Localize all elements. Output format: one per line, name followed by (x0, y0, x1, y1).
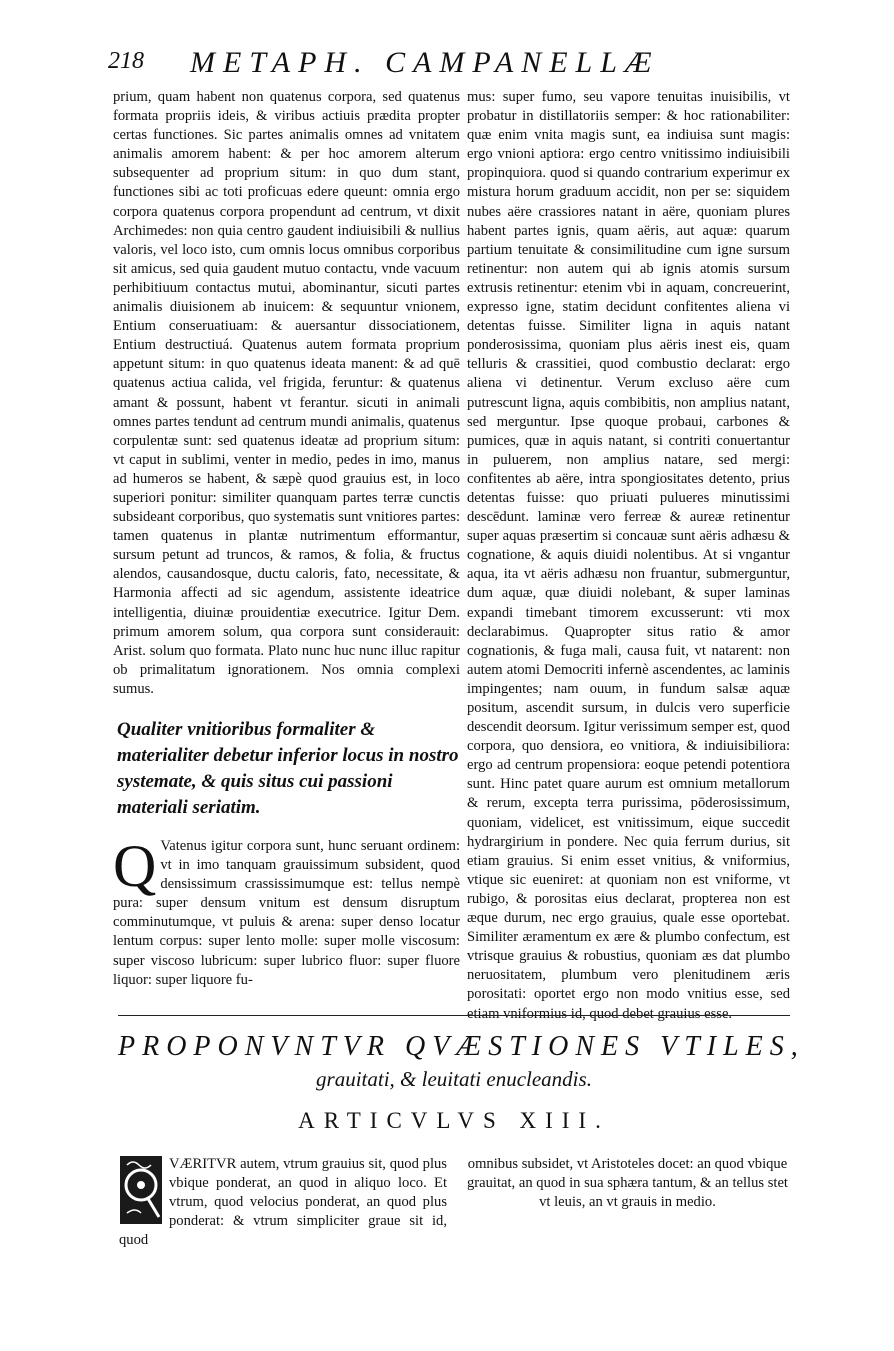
main-heading-subtitle: grauitati, & leuitati enucleandis. (316, 1067, 592, 1091)
page-number: 218 (108, 48, 144, 74)
left-column (113, 88, 460, 990)
left-paragraph-2-text: Vatenus igitur corpora sunt, hunc seruant ordinem: vt in imo tanquam grauissimum subsident, quod densissimum crassissimumque est: tellus nempè pura: super densum vnitum est densum disruptum comminutumque, vt puluis & arena: super denso locatur lentum corpus: super lento molle: super molle viscosum: super viscoso lubricum: super lubrico fluor: super fluore liquor: super liquore fu- (113, 838, 460, 988)
drop-cap-q: Q (113, 833, 157, 899)
ornamental-initial-q-icon (119, 1155, 163, 1225)
main-heading: PROPONVNTVR QVÆSTIONES VTILES, (118, 1031, 805, 1062)
article-title: ARTICVLVS XIII. (298, 1108, 610, 1133)
bottom-left-column (119, 1155, 447, 1250)
horizontal-rule (118, 1015, 790, 1016)
bottom-right-column (465, 1155, 790, 1212)
bottom-left-text: VÆRITVR autem, vtrum grauius sit, quod plus vbique ponderat, an quod in aliquo loco. Et vtrum, quod velocius ponderat, an quod plus ponderat: & vtrum simpliciter graue sit id, quod (119, 1156, 447, 1249)
section-subheading: Qualiter vnitioribus formaliter & materialiter debetur inferior locus in nostro systemate, & quis situs cui passioni materiali seriatim. (117, 719, 459, 818)
running-head: METAPH. CAMPANELLÆ (190, 46, 660, 79)
right-paragraph: mus: super fumo, seu vapore tenuitas inuisibilis, vt probatur in distillatoriis semper: & hoc rationabiliter: quæ enim vnita magis sunt, ea indiuisa sunt magis: ergo vnioni aptiora: ergo centro vnitissimo indiuisibili propinquiora. quod si quando contrarium experimur ex mistura horum graduum accidit, non per se: siquidem nubes aëre crassiores natant in aëre, quoniam plures habent partes ignis, quam aëris, aut aquæ: quarum partium tenuitate & consimilitudine cum igne sursum retinentur: non autem qui ab ignis atomis sursum extrusis retinentur: etenim vbi in aquam, concreuerint, expresso igne, statim decidunt confitentes aliena vi detentas fuisse. Similiter ligna in aquis natant ponderosissima, quoniam plus aëris inest eis, quam telluris & crassitiei, quod combustio declarat: ergo aliena vi detinentur. Verum excluso aëre cum putrescunt ligna, aquis combibitis, non amplius natant, sed merguntur. Ipse quoque probaui, carbones & pumices, quæ in aquis natant, si contriti conuertantur in puluerem, non amplius natare, sed mergi: confitentes ab aëre, intra spongiositates detento, prius detentas fuisse: quo priuati pulueres minutissimi descēdunt. laminæ vero ferreæ & aureæ retinentur super aquas præsertim si concauæ sunt aëris adhæsu & cognatione, & aquis diuidi nolentibus. At si vngantur aqua, ita vt aëris adhæsu non fruantur, submerguntur, dum aquæ, quæ diuidi nolebant, & super laminas expandi timebant timorem excusserunt: vti mox declarabimus. Quapropter situs ratio & amor cognationis, & fuga mali, causa fuit, vt natarent: non autem atomi Democriti infernè ascendentes, ac laminis impingentes; nam ouum, in fundum salsæ aquæ positum, ascendit sursum, in dulcis vero superficie descendit deorsum. Igitur verissimum semper est, quod corpora, quo densiora, eo vnitiora, & indiuisibiliora: ergo ad centrum propensiora: eoque petendi potentiora sunt. Hinc patet quare aurum est omnium metallorum & rerum, excepta terra purissima, pōderosissimum, quoniam, videlicet, est vnitissimum, eique succedit hydrargirium in pondere. Nec quia ferrum durius, sit etiam grauius. Si enim esset vnitius, & vniformius, vtique sic eueniret: at quoniam non est vniforme, vt rubigo, & porositas eius declarat, propterea non est æque durum, nec ergo grauius, quale esse oportebat. Similiter æramentum ex ære & plumbo confectum, est vtrisque grauius & robustius, quoniam æs dat plumbo neruositatem, plumbum vero plenitudinem æris porositati: oportet ergo non modo vnitius esse, sed etiam vniformius id, quod debet grauius esse. (467, 89, 790, 1022)
bottom-right-text: omnibus subsidet, vt Aristoteles docet: an quod vbique grauitat, an quod in sua sphæra tantum, & an tellus stet vt leuis, an vt grauis in medio. (466, 1156, 788, 1211)
right-column (467, 88, 790, 1024)
left-paragraph-2 (113, 833, 460, 990)
left-paragraph-1: prium, quam habent non quatenus corpora, sed quatenus formata propriis ideis, & viribus actiuis prædita propter certas functiones. Sic partes animalis omnes ad vnitatem animalis amorem habent: & per hoc amorem alterum subsequenter ad proprium situm: in quo dum stant, functiones sibi ac toti proficuas edere queunt: omnia ergo corpora quatenus corpora propendunt ad centrum, vt dixit Archimedes: non quia centro gaudent indiuisibili & nullius valoris, vel loco isto, cum omnis locus omnibus corporibus sit amicus, sed quia gaudent mutuo contactu, vnde vacuum perhibitiuum contactus mutui, abominantur, sicuti partes animalis diuisionem ab inuicem: & sequuntur vnionem, Entium conseruatiuam: & auersantur dissociationem, Entium destructiuá. Quatenus autem formata proprium appetunt situm: in quo quatenus ideata manent: & ad quē quatenus actiua calida, vel frigida, feruntur: & quatenus amant & possunt, habent vt ferantur. sicuti in animali omnes partes tendunt ad centrum mundi animalis, quatenus corpulentæ sunt: sed quatenus ideatæ ad proprium situm: vt caput in sublimi, venter in medio, pedes in imo, manus ad humeros se habent, & sæpè quod grauius est, in loco superiori ponitur: similiter quanquam partes terræ cunctis subsideant corporibus, quo systematis sunt vnitiores partes: tamen quatenus in plantæ nutrimentum efformantur, sursum petunt ad truncos, & ramos, & folia, & fructus alendos, causandosque, ductu caloris, fato, necessitate, & Harmonia affecti ad sic agendum, assistente ideatrice intelligentia, diuinæ prouidentiæ executrice. Igitur Dem. primum amorem solum, qua corpora sunt considerauit: Arist. solum quo formata. Plato nunc huc nunc illuc rapitur ob primalitatum ignorationem. Nos omnia complexi sumus. (113, 89, 460, 697)
page-header (108, 46, 798, 86)
